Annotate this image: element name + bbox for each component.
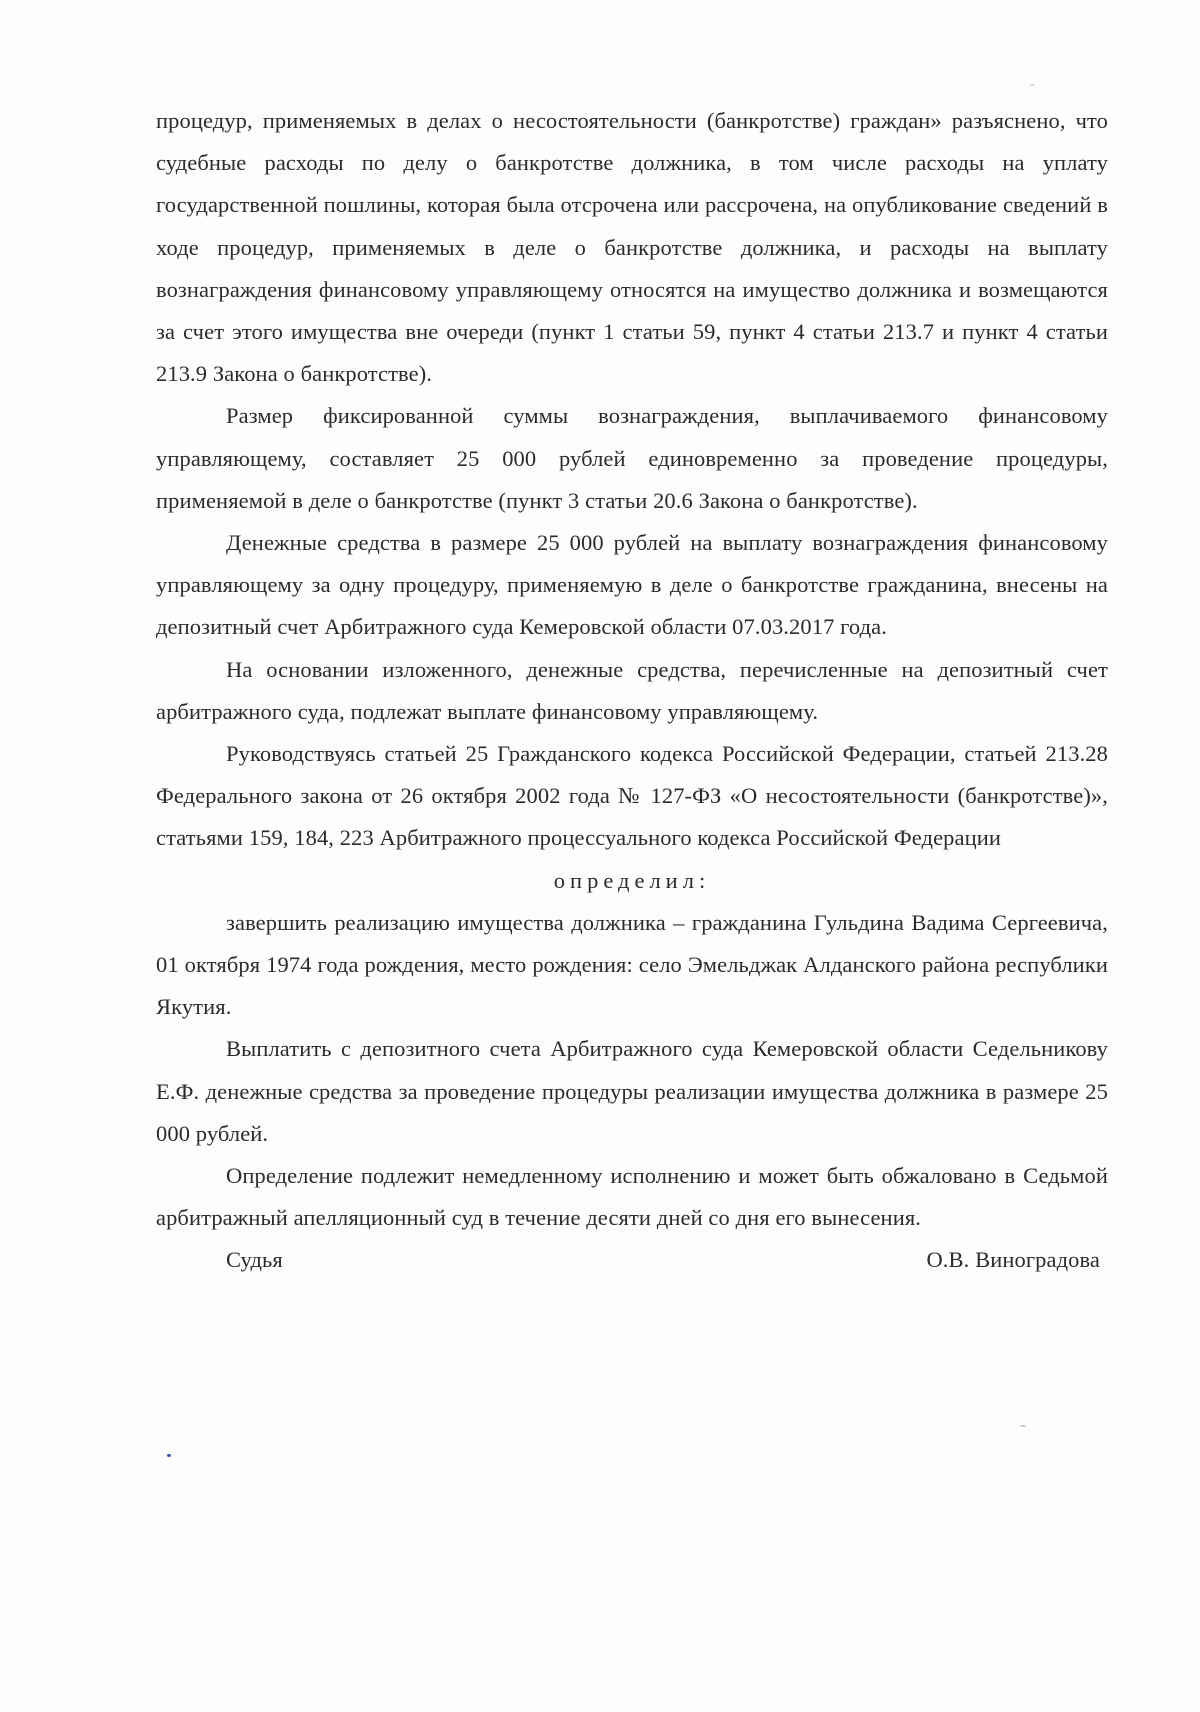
judge-name: О.В. Виноградова [926,1247,1100,1273]
ruling-pay-manager: Выплатить с депозитного счета Арбитражного суда Кемеровской области Седельникову Е.Ф. денежные средства за проведение процедуры реализации имущества должника в размере 25 000 рублей. [156,1036,1108,1146]
paragraph-legal-grounds: Руководствуясь статьей 25 Гражданского кодекса Российской Федерации, статьей 213.28 Федерального закона от 26 октября 2002 года № 127-ФЗ «О несостоятельности (банкротстве)», статьями 159, 184, 223 Арбитражного процессуального кодекса Российской Федерации [156,741,1108,851]
paragraph-expenses: процедур, применяемых в делах о несостоятельности (банкротстве) граждан» разъяснено, что судебные расходы по делу о банкротстве должника, в том числе расходы на уплату государственной пошлины, которая была отсрочена или рассрочена, на опубликование сведений в ходе процедур, применяемых в деле о банкротстве должника, и расходы на выплату вознаграждения финансовому управляющему относятся на имущество должника и возмещаются за счет этого имущества вне очереди (пункт 1 статьи 59, пункт 4 статьи 213.7 и пункт 4 статьи 213.9 Закона о банкротстве). [156,108,1108,387]
paragraph-remuneration-amount: Размер фиксированной суммы вознаграждения, выплачиваемого финансовому управляющему, составляет 25 000 рублей единовременно за проведение процедуры, применяемой в деле о банкротстве (пункт 3 статьи 20.6 Закона о банкротстве). [156,403,1108,513]
document-body [156,100,1108,1282]
scan-speck [1020,1425,1026,1427]
ruling-appeal-notice: Определение подлежит немедленному исполнению и может быть обжаловано в Седьмой арбитражный апелляционный суд в течение десяти дней со дня его вынесения. [156,1163,1108,1231]
scan-speck [167,1454,171,1457]
ruling-complete-sale: завершить реализацию имущества должника – гражданина Гульдина Вадима Сергеевича, 01 октября 1974 года рождения, место рождения: село Эмельджак Алданского района республики Якутия. [156,909,1108,1020]
paragraph-payout-basis: На основании изложенного, денежные средства, перечисленные на депозитный счет арбитражного суда, подлежат выплате финансовому управляющему. [156,656,1108,724]
paragraph-deposit: Денежные средства в размере 25 000 рублей на выплату вознаграждения финансовому управляющему за одну процедуру, применяемую в деле о банкротстве гражданина, внесены на депозитный счет Арбитражного суда Кемеровской области 07.03.2017 года. [156,530,1108,640]
ruling-heading: определил: [553,867,711,893]
scan-speck [1030,84,1035,86]
signature-line [156,1239,1108,1281]
judge-role: Судья [226,1247,283,1273]
